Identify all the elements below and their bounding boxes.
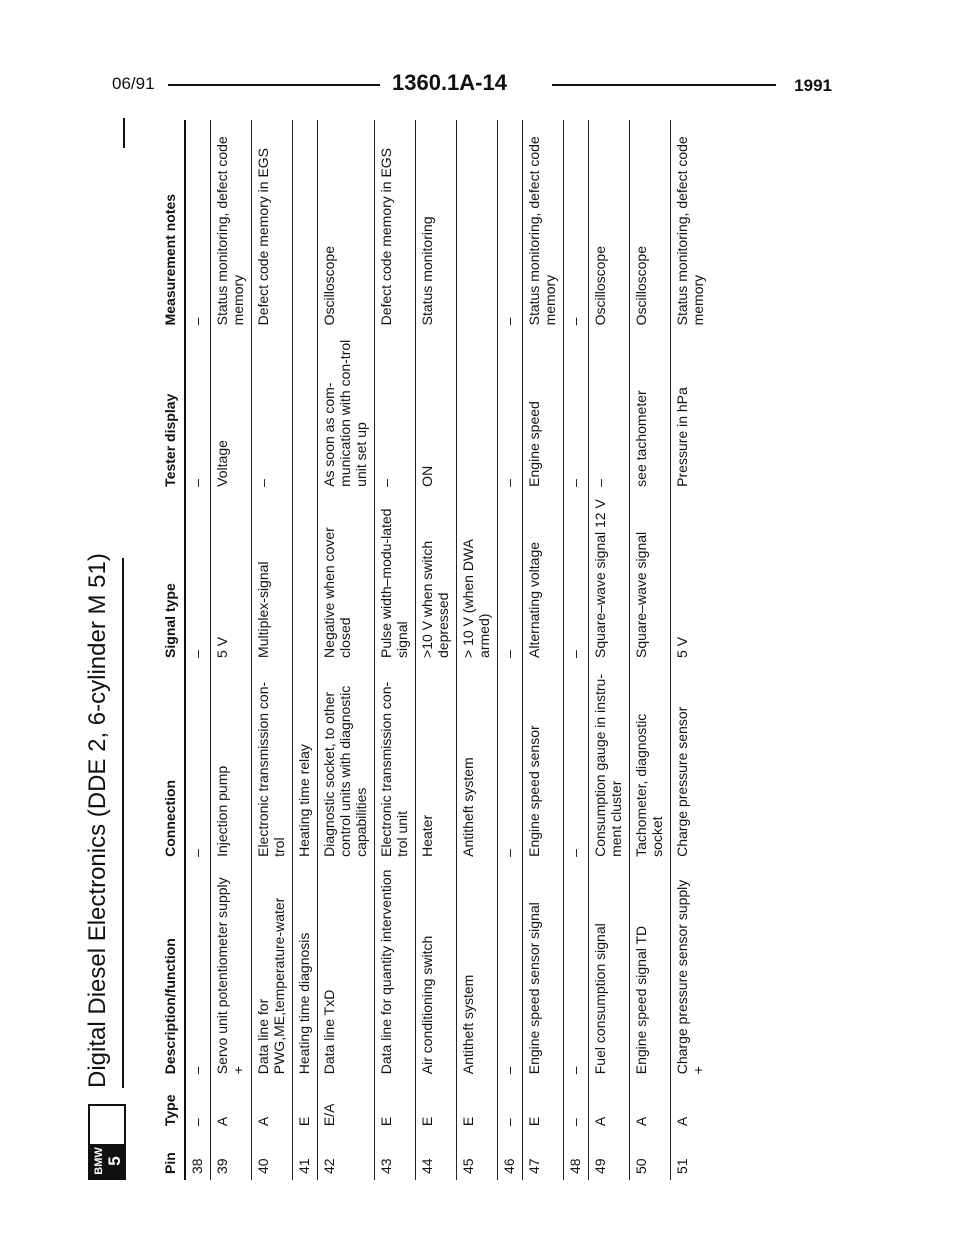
cell-measurement-notes [293,120,318,331]
header-date: 06/91 [112,74,155,93]
cell-signal-type: – [498,493,523,664]
cell-signal-type: – [564,493,589,664]
cell-description: Data line for PWG,ME,temperature-water [252,863,293,1080]
cell-measurement-notes: Defect code memory in EGS [252,120,293,331]
cell-signal-type: > 10 V (when DWA armed) [457,493,498,664]
cell-tester-display: Engine speed [523,331,564,492]
cell-type: A [211,1080,252,1132]
table-row [457,120,498,1180]
cell-description: Air conditioning switch [416,863,457,1080]
cell-type: A [630,1080,671,1132]
cell-pin: 47 [523,1132,564,1180]
cell-description: – [498,863,523,1080]
column-header-tester-display: Tester display [162,393,178,487]
cell-type: – [564,1080,589,1132]
column-header-pin: Pin [162,1152,178,1174]
bmw-logo [88,1104,126,1180]
cell-measurement-notes: Defect code memory in EGS [375,120,416,331]
header-year: 1991 [794,76,832,95]
cell-tester-display: Voltage [211,331,252,492]
cell-pin: 41 [293,1132,318,1180]
cell-measurement-notes: Status monitoring, defect code memory [671,120,712,331]
cell-tester-display: – [564,331,589,492]
cell-description: Engine speed sensor signal [523,863,564,1080]
cell-signal-type: 5 V [671,493,712,664]
cell-signal-type: Square–wave signal 12 V [589,493,630,664]
cell-type: E/A [318,1080,375,1132]
cell-connection: Heating time relay [293,664,318,863]
cell-measurement-notes: – [185,120,211,331]
cell-description: Charge pressure sensor supply + [671,863,712,1080]
cell-connection: – [185,664,211,863]
table-row [185,120,211,1180]
cell-tester-display: see tachometer [630,331,671,492]
cell-type: E [293,1080,318,1132]
cell-tester-display: As soon as com-munication with con-trol unit set up [318,331,375,492]
table-row [375,120,416,1180]
cell-tester-display: – [589,331,630,492]
cell-tester-display: – [185,331,211,492]
cell-pin: 39 [211,1132,252,1180]
cell-tester-display: ON [416,331,457,492]
cell-signal-type: Square–wave signal [630,493,671,664]
cell-connection: Heater [416,664,457,863]
cell-description: – [185,863,211,1080]
cell-measurement-notes: Oscilloscope [630,120,671,331]
cell-connection: Injection pump [211,664,252,863]
table-row [416,120,457,1180]
pin-table [162,120,711,1180]
cell-pin: 49 [589,1132,630,1180]
cell-signal-type: Negative when cover closed [318,493,375,664]
column-header-measurement-notes: Measurement notes [162,193,178,326]
cell-pin: 43 [375,1132,416,1180]
cell-type: – [185,1080,211,1132]
cell-measurement-notes: Status monitoring, defect code memory [523,120,564,331]
table-row [318,120,375,1180]
cell-signal-type: Multiplex-signal [252,493,293,664]
cell-connection: Antitheft system [457,664,498,863]
table-row [589,120,630,1180]
cell-type: A [589,1080,630,1132]
header-rule-right [552,84,776,86]
cell-connection: Consumption gauge in instru-ment cluster [589,664,630,863]
cell-tester-display: – [375,331,416,492]
cell-measurement-notes: – [498,120,523,331]
logo-brand-text: BMW [93,1147,105,1175]
cell-signal-type: Alternating voltage [523,493,564,664]
cell-measurement-notes: Oscilloscope [589,120,630,331]
cell-tester-display: Pressure in hPa [671,331,712,492]
cell-pin: 51 [671,1132,712,1180]
table-row [498,120,523,1180]
cell-pin: 50 [630,1132,671,1180]
cell-connection: Charge pressure sensor [671,664,712,863]
cell-type: – [498,1080,523,1132]
cell-description: Antitheft system [457,863,498,1080]
table-row [523,120,564,1180]
cell-description: Data line TxD [318,863,375,1080]
cell-tester-display [457,331,498,492]
table-row [252,120,293,1180]
table-row [564,120,589,1180]
cell-connection: Engine speed sensor [523,664,564,863]
cell-connection: – [498,664,523,863]
cell-measurement-notes: Status monitoring, defect code memory [211,120,252,331]
cell-connection: Electronic transmission con-trol [252,664,293,863]
cell-signal-type: Pulse width–modu-lated signal [375,493,416,664]
column-header-type: Type [162,1094,178,1127]
header-code: 1360.1A-14 [392,70,507,95]
cell-type: A [671,1080,712,1132]
cell-description: Data line for quantity intervention [375,863,416,1080]
cell-description: – [564,863,589,1080]
cell-type: E [457,1080,498,1132]
column-header-description: Description/function [162,938,178,1075]
table-row [671,120,712,1180]
title-underline [122,558,124,1088]
cell-pin: 48 [564,1132,589,1180]
cell-pin: 40 [252,1132,293,1180]
cell-type: E [416,1080,457,1132]
cell-pin: 38 [185,1132,211,1180]
cell-signal-type: 5 V [211,493,252,664]
table-row [630,120,671,1180]
cell-pin: 45 [457,1132,498,1180]
cell-measurement-notes: – [564,120,589,331]
page-header [112,70,832,100]
table-row [211,120,252,1180]
table-row [293,120,318,1180]
cell-pin: 44 [416,1132,457,1180]
rotated-page-content [80,100,860,1180]
cell-description: Heating time diagnosis [293,863,318,1080]
cell-tester-display [293,331,318,492]
cell-connection: Tachometer, diagnostic socket [630,664,671,863]
cell-pin: 46 [498,1132,523,1180]
column-header-connection: Connection [162,779,178,857]
cell-measurement-notes: Oscilloscope [318,120,375,331]
cell-signal-type [293,493,318,664]
cell-signal-type: >10 V when switch depressed [416,493,457,664]
document-title: Digital Diesel Electronics (DDE 2, 6-cylinder M 51) [84,553,111,1088]
cell-connection: Electronic transmission con-trol unit [375,664,416,863]
cell-measurement-notes [457,120,498,331]
cell-description: Engine speed signal TD [630,863,671,1080]
cell-tester-display: – [252,331,293,492]
cell-tester-display: – [498,331,523,492]
cell-description: Fuel consumption signal [589,863,630,1080]
logo-series-number: 5 [105,1156,124,1166]
cell-type: A [252,1080,293,1132]
cell-type: E [523,1080,564,1132]
cell-type: E [375,1080,416,1132]
cell-connection: Diagnostic socket, to other control units with diagnostic capabilities [318,664,375,863]
cell-description: Servo unit potentiometer supply + [211,863,252,1080]
cell-measurement-notes: Status monitoring [416,120,457,331]
cell-signal-type: – [185,493,211,664]
cell-connection: – [564,664,589,863]
cell-pin: 42 [318,1132,375,1180]
header-rule-left [168,84,380,86]
table-header-row [162,120,185,1180]
column-header-signal-type: Signal type [162,583,178,658]
